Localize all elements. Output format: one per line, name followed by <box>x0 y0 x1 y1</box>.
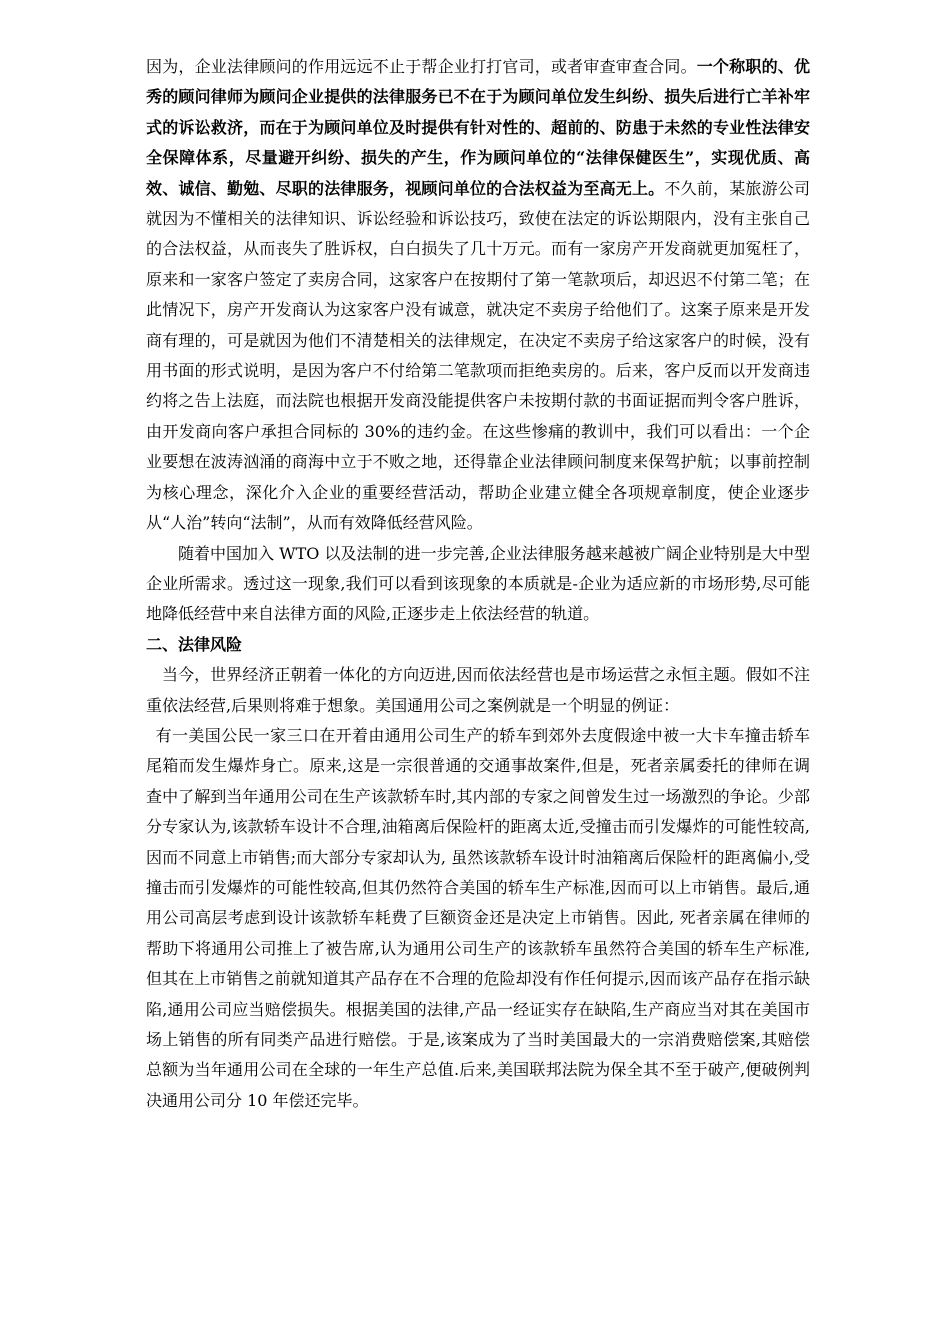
paragraph-gm-case: 有一美国公民一家三口在开着由通用公司生产的轿车到郊外去度假途中被一大卡车撞击轿车尾箱而发生爆炸身亡。原来,这是一宗很普通的交通事故案件,但是，死者亲属委托的律师在调查中了解到当年通用公司在生产该款轿车时,其内部的专家之间曾发生过一场激烈的争论。少部分专家认为,该款轿车设计不合理,油箱离后保险杆的距离太近,受撞击而引发爆炸的可能性较高,因而不同意上市销售;而大部分专家却认为, 虽然该款轿车设计时油箱离后保险杆的距离偏小,受撞击而引发爆炸的可能性较高,但其仍然符合美国的轿车生产标准,因而可以上市销售。最后,通用公司高层考虑到设计该款轿车耗费了巨额资金还是决定上市销售。因此, 死者亲属在律师的帮助下将通用公司推上了被告席,认为通用公司生产的该款轿车虽然符合美国的轿车生产标准,但其在上市销售之前就知道其产品存在不合理的危险却没有作任何提示,因而该产品存在指示缺陷,通用公司应当赔偿损失。根据美国的法律,产品一经证实存在缺陷,生产商应当对其在美国市场上销售的所有同类产品进行赔偿。于是,该案成为了当时美国最大的一宗消费赔偿案,其赔偿总额为当年通用公司在全球的一年生产总值.后来,美国联邦法院为保全其不至于破产,便破例判决通用公司分 10 年偿还完毕。 <box>146 725 810 1110</box>
paragraph-text: 不久前，某旅游公司就因为不懂相关的法律知识、诉讼经验和诉讼技巧，致使在法定的诉讼期限内，没有主张自己的合法权益，从而丧失了胜诉权，白白损失了几十万元。而有一家房产开发商就更加冤枉了，原来和一家客户签定了卖房合同，这家客户在按期付了第一笔款项后，却迟迟不付第二笔；在此情况下，房产开发商认为这家客户没有诚意，就决定不卖房子给他们了。这案子原来是开发商有理的，可是就因为他们不清楚相关的法律规定，在决定不卖房子给这家客户的时候，没有用书面的形式说明，是因为客户不付给第二笔款项而拒绝卖房的。后来，客户反而以开发商违约将之告上法庭，而法院也根据开发商没能提供客户未按期付款的书面证据而判令客户胜诉，由开发商向客户承担合同标的 30%的违约金。在这些惨痛的教训中，我们可以看出：一个企业要想在波涛汹涌的商海中立于不败之地，还得靠企业法律顾问制度来保驾护航；以事前控制为核心理念，深化介入企业的重要经营活动，帮助企业建立健全各项规章制度，使企业逐步从“人治”转向“法制”，从而有效降低经营风险。 <box>146 178 810 533</box>
document-page <box>146 52 810 1116</box>
section-heading: 二、法律风险 <box>146 634 243 654</box>
paragraph-wto: 随着中国加入 WTO 以及法制的进一步完善,企业法律服务越来越被广阔企业特别是大中型企业所需求。透过这一现象,我们可以看到该现象的本质就是-企业为适应新的市场形势,尽可能地降低经营中来自法律方面的风险,正逐步走上依法经营的轨道。 <box>146 543 810 624</box>
paragraph-economic-integration: 当今，世界经济正朝着一体化的方向迈进,因而依法经营也是市场运营之永恒主题。假如不注重依法经营,后果则将难于想象。美国通用公司之案例就是一个明显的例证： <box>146 665 810 715</box>
paragraph-bold-text: 一个称职的、优秀的顾问律师为顾问企业提供的法律服务已不在于为顾问单位发生纠纷、损失后进行亡羊补牢式的诉讼救济，而在于为顾问单位及时提供有针对性的、超前的、防患于未然的专业性法律安全保障体系，尽量避开纠纷、损失的产生，作为顾问单位的“法律保健医生”，实现优质、高效、诚信、勤勉、尽职的法律服务，视顾问单位的合法权益为至高无上。 <box>146 57 810 198</box>
paragraph-text: 因为，企业法律顾问的作用远远不止于帮企业打打官司，或者审查审查合同。 <box>146 57 697 76</box>
paragraph-legal-advisor-role <box>146 52 810 539</box>
